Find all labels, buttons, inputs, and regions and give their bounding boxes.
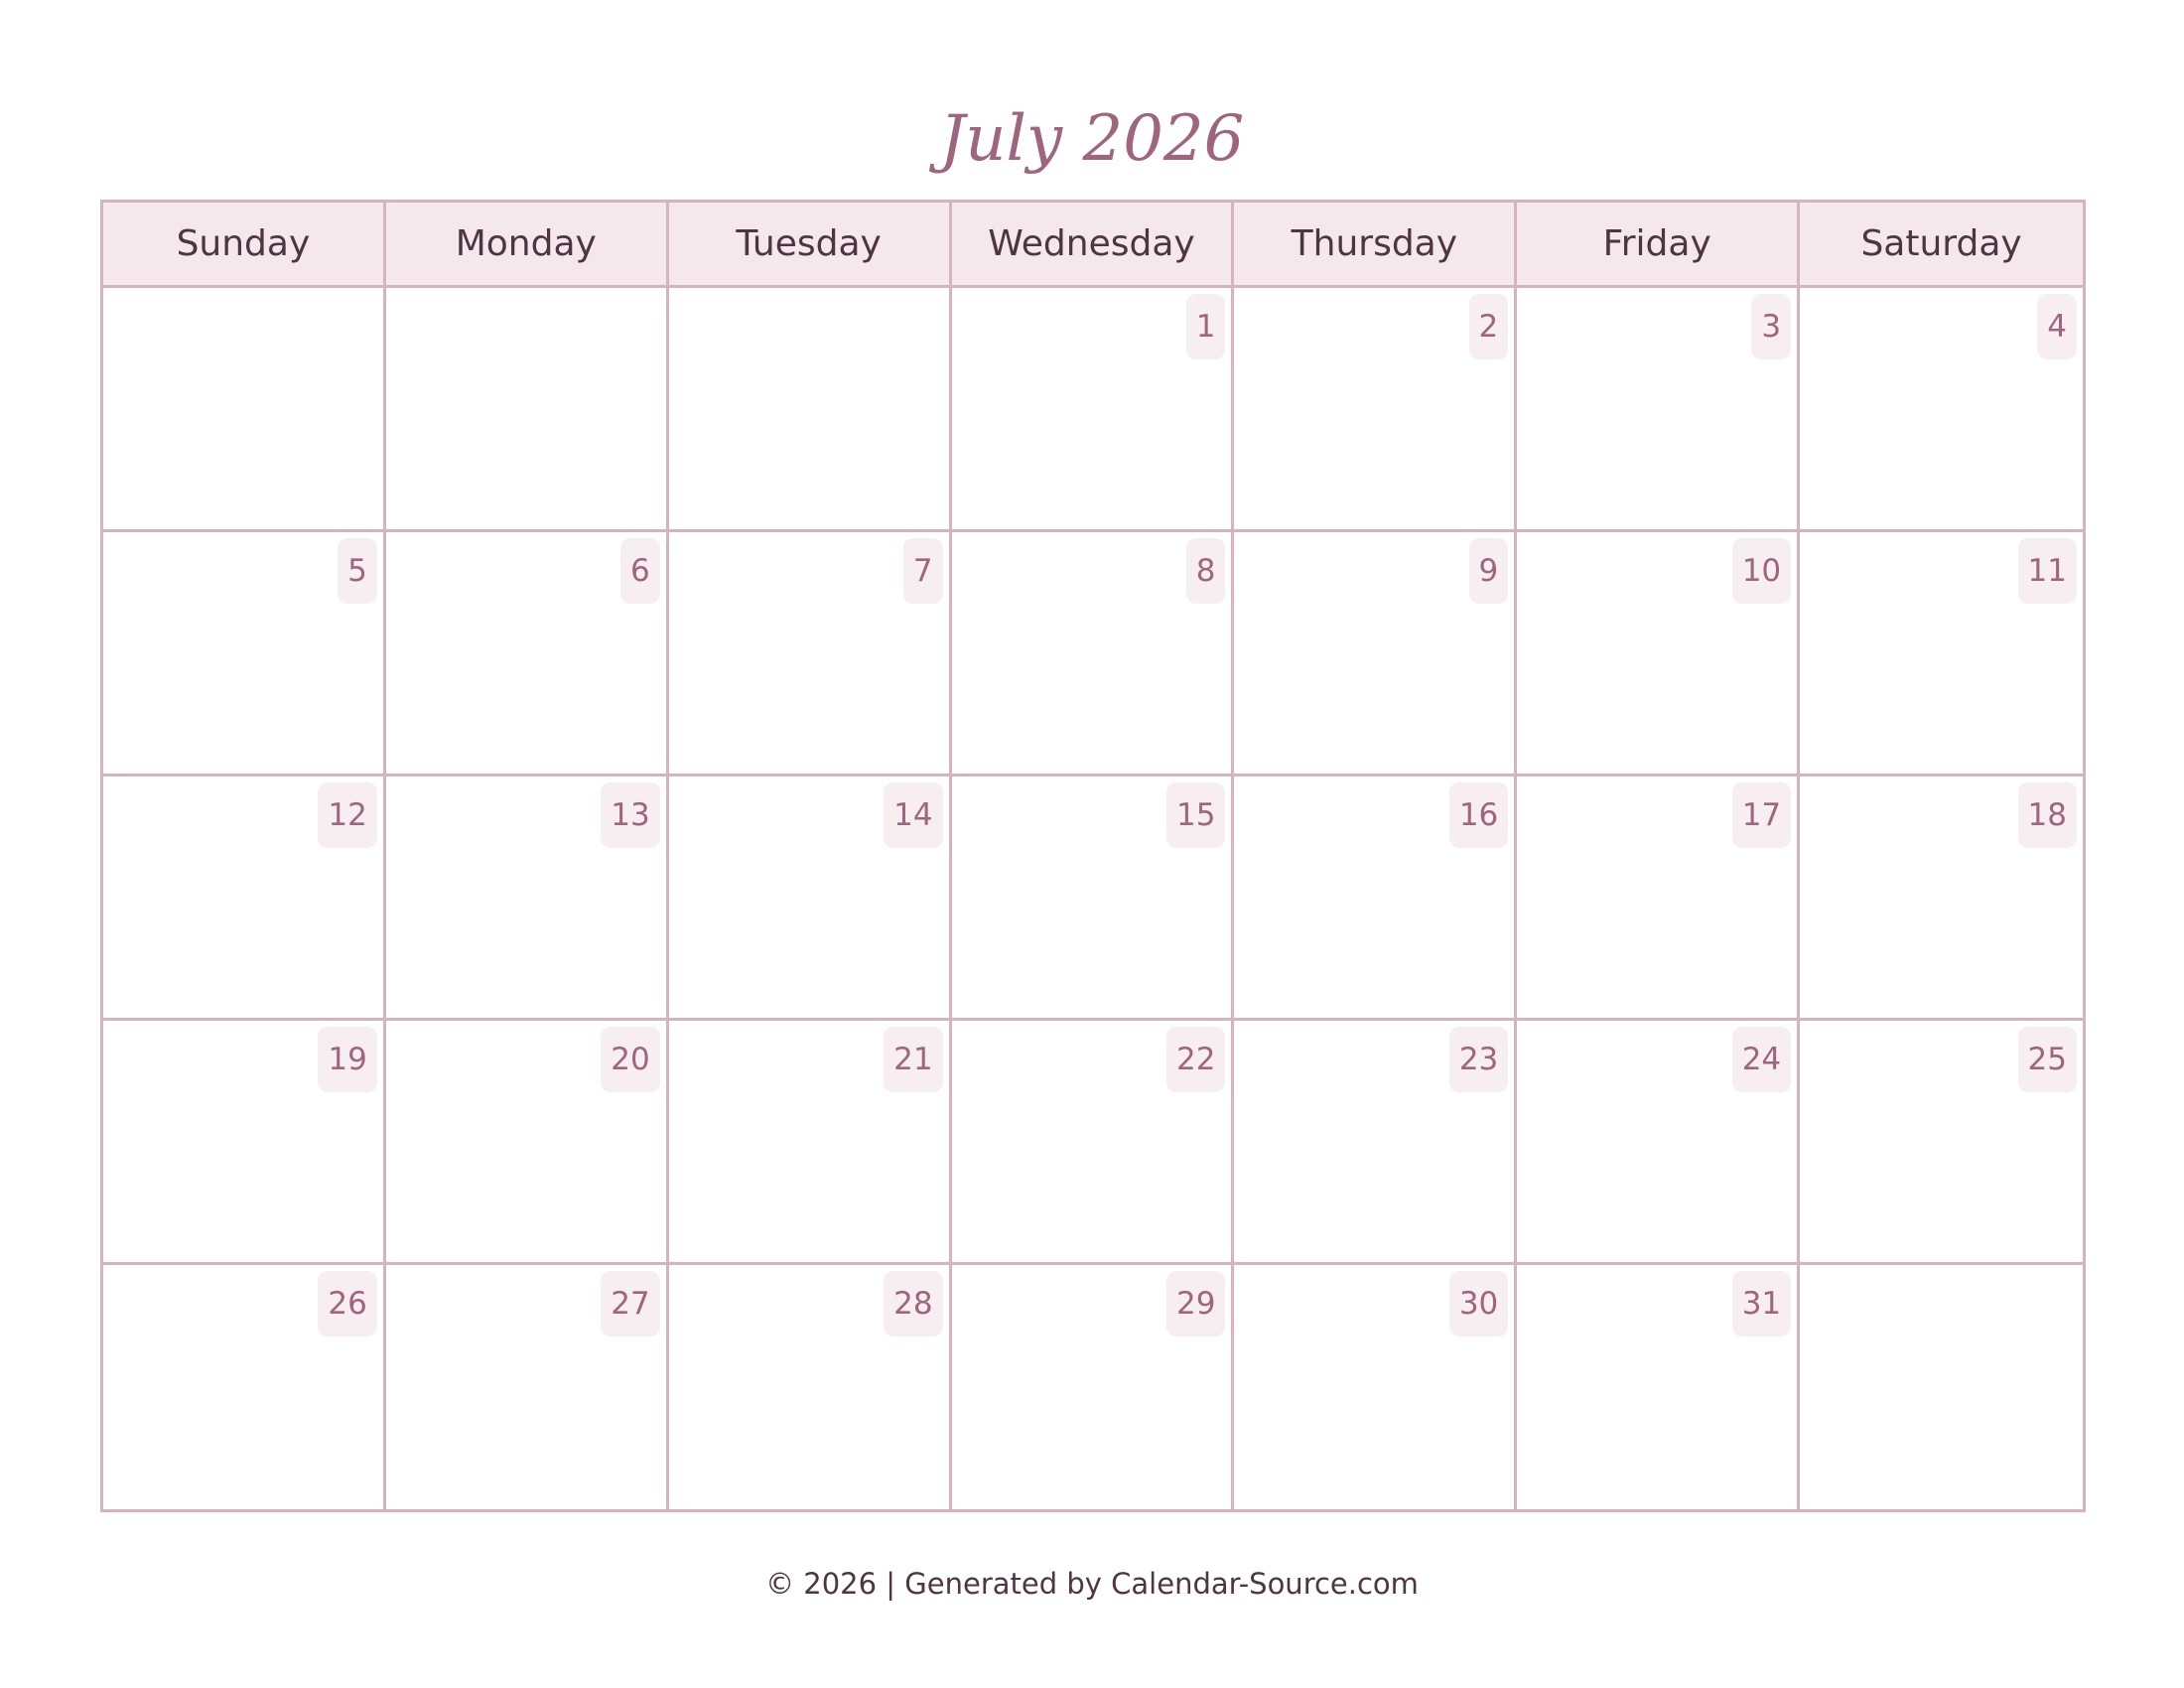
calendar-title: July 2026 (939, 102, 1245, 176)
day-number: 20 (601, 1027, 659, 1092)
day-cell (952, 776, 1235, 1021)
day-number: 11 (2018, 538, 2077, 604)
day-cell (952, 1021, 1235, 1265)
day-number: 10 (1732, 538, 1791, 604)
day-cell (103, 1265, 386, 1509)
day-cell (1800, 776, 2083, 1021)
weekday-header-monday: Monday (386, 203, 669, 288)
day-number: 23 (1449, 1027, 1508, 1092)
day-number: 21 (884, 1027, 942, 1092)
day-number: 24 (1732, 1027, 1791, 1092)
day-number: 7 (903, 538, 943, 604)
day-number: 12 (318, 782, 376, 848)
weekday-header-wednesday: Wednesday (952, 203, 1235, 288)
weekday-header-thursday: Thursday (1234, 203, 1517, 288)
weekday-header-tuesday: Tuesday (669, 203, 952, 288)
weekday-header-sunday: Sunday (103, 203, 386, 288)
day-number: 14 (884, 782, 942, 848)
day-number: 16 (1449, 782, 1508, 848)
day-number: 29 (1166, 1271, 1225, 1336)
day-cell (669, 532, 952, 776)
day-cell (1517, 532, 1800, 776)
day-cell (1517, 1021, 1800, 1265)
day-cell (103, 532, 386, 776)
day-number: 28 (884, 1271, 942, 1336)
day-number: 2 (1469, 294, 1509, 359)
day-number: 3 (1751, 294, 1791, 359)
day-number: 18 (2018, 782, 2077, 848)
day-number: 27 (601, 1271, 659, 1336)
day-cell (1800, 532, 2083, 776)
day-cell (1800, 288, 2083, 532)
day-number: 25 (2018, 1027, 2077, 1092)
day-cell (669, 776, 952, 1021)
calendar-grid (100, 200, 2086, 1512)
day-number: 5 (338, 538, 377, 604)
day-number: 4 (2037, 294, 2077, 359)
day-number: 19 (318, 1027, 376, 1092)
day-cell (386, 288, 669, 532)
day-number: 9 (1469, 538, 1509, 604)
day-cell (952, 288, 1235, 532)
day-cell (952, 1265, 1235, 1509)
day-cell (669, 1265, 952, 1509)
day-cell (1234, 288, 1517, 532)
day-number: 8 (1186, 538, 1226, 604)
day-cell (669, 1021, 952, 1265)
day-number: 15 (1166, 782, 1225, 848)
day-number: 31 (1732, 1271, 1791, 1336)
day-cell (1517, 1265, 1800, 1509)
day-number: 1 (1186, 294, 1226, 359)
weekday-header-friday: Friday (1517, 203, 1800, 288)
day-cell (1234, 1265, 1517, 1509)
day-number: 17 (1732, 782, 1791, 848)
day-cell (1234, 532, 1517, 776)
day-number: 30 (1449, 1271, 1508, 1336)
footer-credit: © 2026 | Generated by Calendar-Source.com (765, 1567, 1419, 1601)
day-cell (669, 288, 952, 532)
day-number: 22 (1166, 1027, 1225, 1092)
day-cell (103, 776, 386, 1021)
day-cell (386, 532, 669, 776)
day-cell (386, 1021, 669, 1265)
day-cell (1517, 776, 1800, 1021)
day-number: 26 (318, 1271, 376, 1336)
weekday-header-saturday: Saturday (1800, 203, 2083, 288)
day-cell (1800, 1265, 2083, 1509)
day-number: 6 (620, 538, 660, 604)
day-cell (1517, 288, 1800, 532)
day-cell (103, 288, 386, 532)
day-cell (952, 532, 1235, 776)
day-cell (1234, 1021, 1517, 1265)
day-cell (1800, 1021, 2083, 1265)
day-cell (386, 776, 669, 1021)
day-cell (1234, 776, 1517, 1021)
day-number: 13 (601, 782, 659, 848)
day-cell (103, 1021, 386, 1265)
day-cell (386, 1265, 669, 1509)
